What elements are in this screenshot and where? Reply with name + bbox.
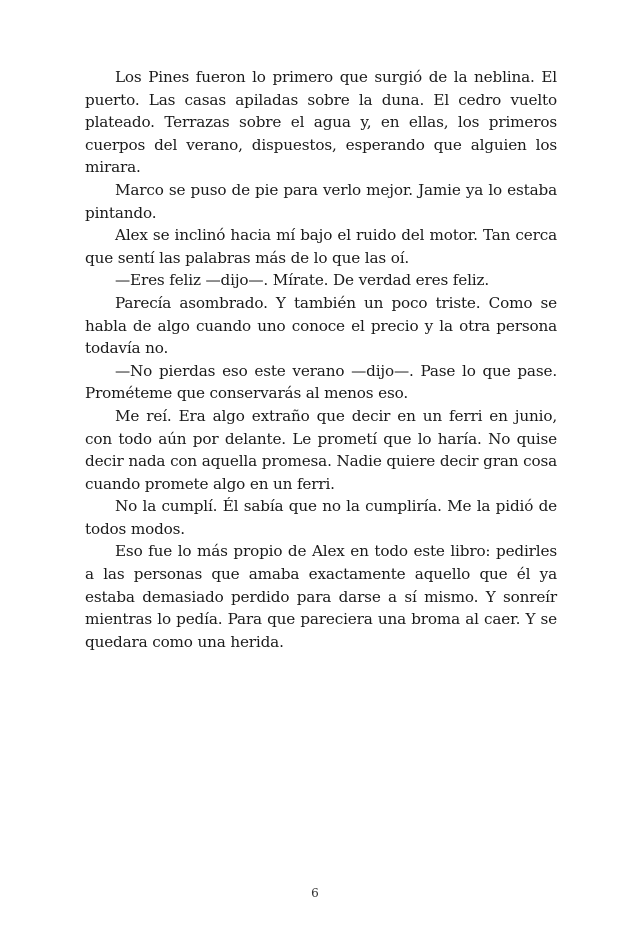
body-text [85, 66, 557, 653]
paragraph: Los Pines fueron lo primero que surgió de la neblina. El puerto. Las casas apiladas sobre la duna. El cedro vuelto plateado. Terrazas sobre el agua y, en ellas, los primeros cuerpos del verano, dispuestos, esperando que alguien los mirara. [85, 68, 557, 177]
paragraph: No la cumplí. Él sabía que no la cumpliría. Me la pidió de todos modos. [85, 497, 557, 538]
paragraph: Eso fue lo más propio de Alex en todo este libro: pedirles a las personas que amaba exactamente aquello que él ya estaba demasiado perdido para darse a sí mismo. Y sonreír mientras lo pedía. Para que pareciera una broma al caer. Y se quedara como una herida. [85, 542, 557, 651]
page-number: 6 [311, 886, 319, 900]
paragraph: —Eres feliz —dijo—. Mírate. De verdad eres feliz. [115, 271, 490, 290]
paragraph: Parecía asombrado. Y también un poco triste. Como se habla de algo cuando uno conoce el precio y la otra persona todavía no. [85, 293, 557, 358]
paragraph: Marco se puso de pie para verlo mejor. Jamie ya lo estaba pintando. [85, 180, 557, 222]
paragraph: Alex se inclinó hacia mí bajo el ruido del motor. Tan cerca que sentí las palabras más de lo que las oí. [85, 226, 557, 267]
paragraph: —No pierdas eso este verano —dijo—. Pase lo que pase. Prométeme que conservarás al menos eso. [85, 361, 557, 403]
paragraph: Me reí. Era algo extraño que decir en un ferri en junio, con todo aún por delante. Le prometí que lo haría. No quise decir nada con aquella promesa. Nadie quiere decir gran cosa cuando promete algo en un ferri. [85, 406, 557, 493]
